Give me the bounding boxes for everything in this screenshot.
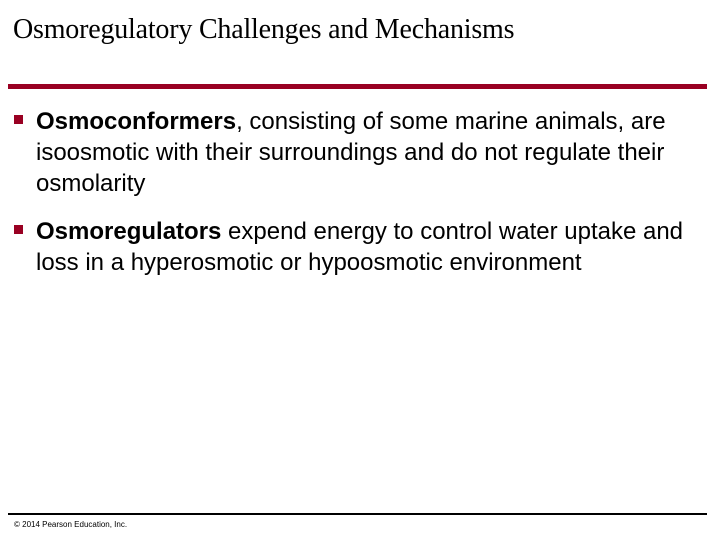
bullet-item-osmoconformers xyxy=(14,106,694,199)
bullet-text: expend energy to control water uptake and loss in a hyperosmotic or hypoosmotic environment xyxy=(36,218,684,276)
square-bullet-icon xyxy=(14,115,23,124)
copyright-footer: © 2014 Pearson Education, Inc. xyxy=(14,520,128,529)
bullet-list xyxy=(14,106,694,295)
bullet-term: Osmoconformers xyxy=(36,108,237,135)
bullet-text: , consisting of some marine animals, are isoosmotic with their surroundings and do not regulate their osmolarity xyxy=(36,108,666,197)
bullet-term: Osmoregulators xyxy=(36,218,222,245)
square-bullet-icon xyxy=(14,225,23,234)
footer-divider xyxy=(8,513,707,515)
title-divider xyxy=(8,84,707,89)
slide-title: Osmoregulatory Challenges and Mechanisms xyxy=(13,14,515,45)
bullet-item-osmoregulators xyxy=(14,216,694,278)
